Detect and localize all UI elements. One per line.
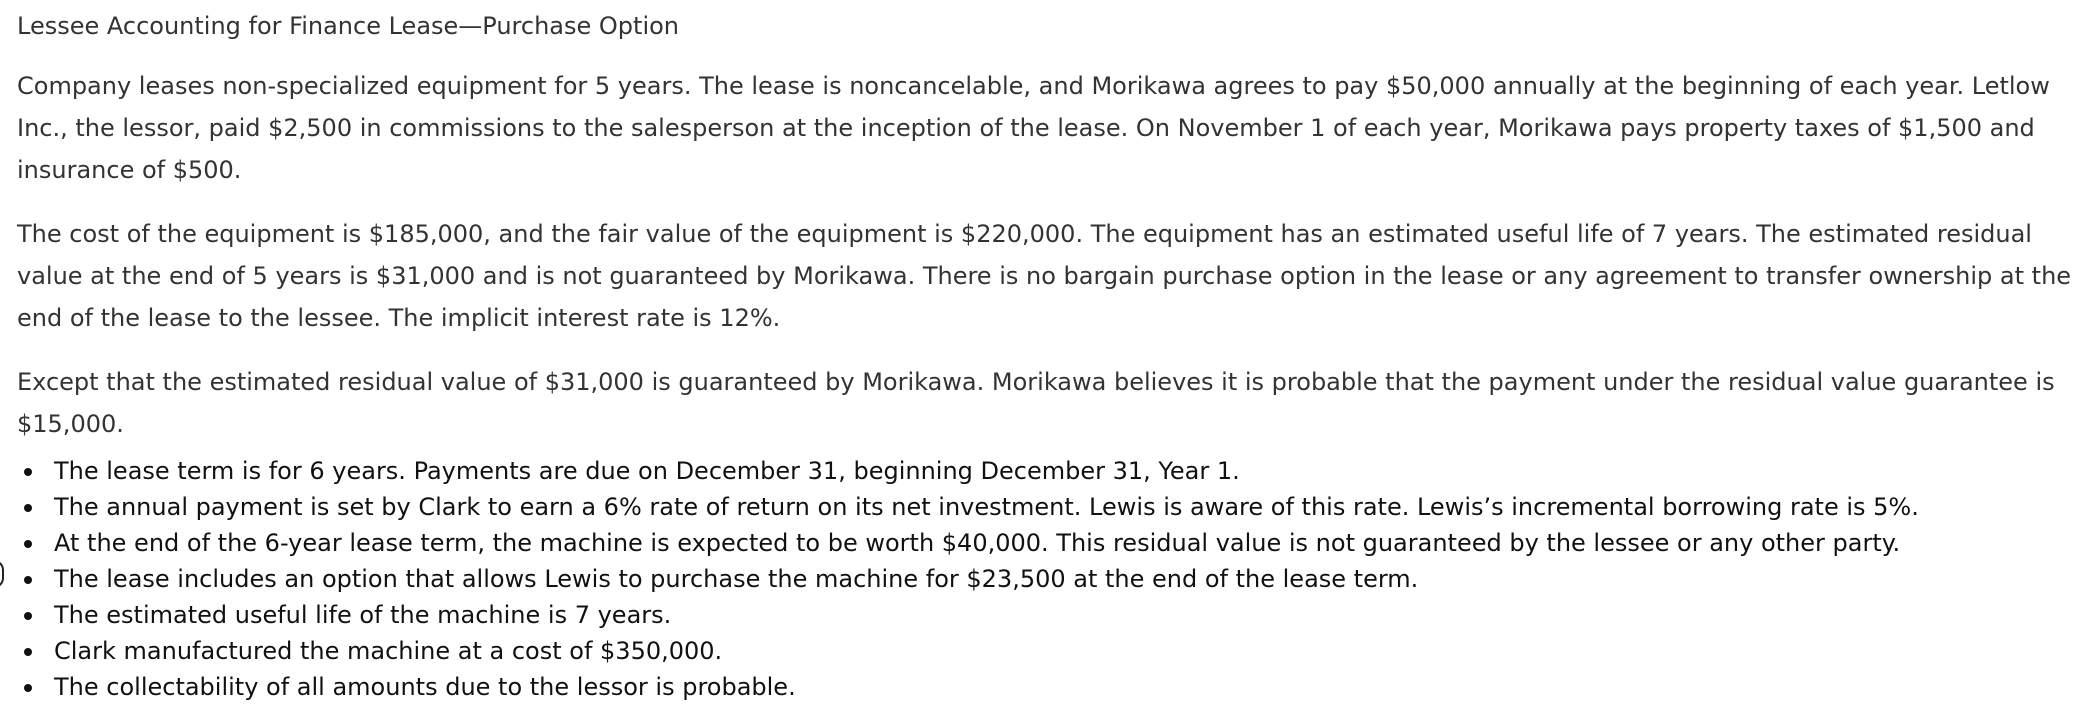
bullet-icon [24,576,32,584]
list-item [17,489,2091,525]
bullet-icon [24,540,32,548]
list-item-text: The annual payment is set by Clark to earn a 6% rate of return on its net investment. Lewis is aware of this rate. Lewis’s incremental borrowing rate is 5%. [54,493,1919,521]
list-item [17,453,2091,489]
list-item-text: The lease includes an option that allows Lewis to purchase the machine for $23,500 at the end of the lease term. [54,565,1419,593]
list-item-text: The estimated useful life of the machine is 7 years. [54,601,672,629]
list-item [17,561,2091,597]
bullet-icon [24,504,32,512]
left-edge-mark [0,560,4,588]
bullet-icon [24,468,32,476]
residual-guarantee-paragraph: Except that the estimated residual value of $31,000 is guaranteed by Morikawa. Morikawa believes it is probable that the payment under the residual value guarantee is $15,000. [17,368,2055,438]
list-item-text: Clark manufactured the machine at a cost of $350,000. [54,637,723,665]
lease-terms-paragraph: Company leases non-specialized equipment for 5 years. The lease is noncancelable, and Morikawa agrees to pay $50,000 annually at the beginning of each year. Letlow Inc., the lessor, paid $2,500 in commissions to the salesperson at the inception of the lease. On November 1 of each year, Morikawa pays property taxes of $1,500 and insurance of $500. [17,72,2050,184]
bullet-icon [24,612,32,620]
problem-title: Lessee Accounting for Finance Lease—Purchase Option [17,12,680,40]
list-item [17,669,2091,705]
list-item-text: The collectability of all amounts due to the lessor is probable. [54,673,796,701]
bullet-icon [24,648,32,656]
list-item-text: At the end of the 6-year lease term, the machine is expected to be worth $40,000. This residual value is not guaranteed by the lessee or any other party. [54,529,1901,557]
bullet-icon [24,684,32,692]
list-item [17,525,2091,561]
list-item-text: The lease term is for 6 years. Payments are due on December 31, beginning December 31, Year 1. [54,457,1240,485]
problem-content [17,0,2091,705]
list-item [17,597,2091,633]
list-item [17,633,2091,669]
equipment-details-paragraph: The cost of the equipment is $185,000, and the fair value of the equipment is $220,000. The equipment has an estimated useful life of 7 years. The estimated residual value at the end of 5 years is $31,000 and is not guaranteed by Morikawa. There is no bargain purchase option in the lease or any agreement to transfer ownership at the end of the lease to the lessee. The implicit interest rate is 12%. [17,220,2072,332]
lease-facts-list [17,453,2091,705]
